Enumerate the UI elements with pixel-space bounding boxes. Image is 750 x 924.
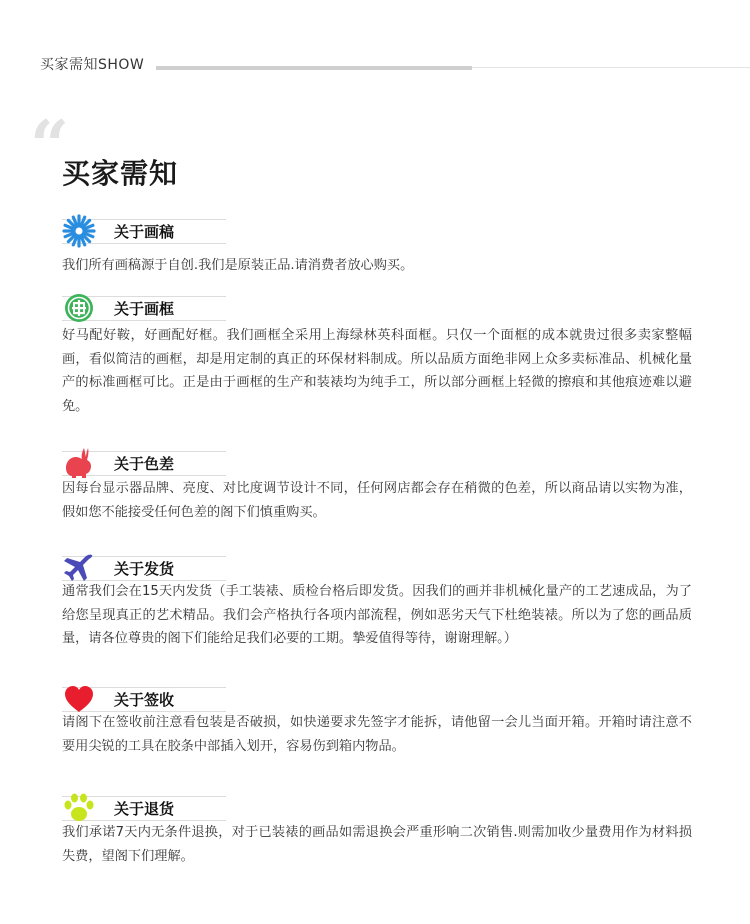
header-section-label: 买家需知SHOW bbox=[40, 57, 145, 73]
header-divider-bar bbox=[156, 66, 472, 70]
section-body-shipping: 通常我们会在15天内发货（手工装裱、质检台格后即发货。因我们的画并非机械化量产的工艺速成品，为了给您呈现真正的艺术精品。我们会产格执行各项内部流程，例如恶劣天气下杜绝装裱。所以为了您的画品质量，请各位尊贵的阁下们能给足我们必要的工期。摯爱值得等待，谢谢理解。） bbox=[62, 584, 692, 646]
emblem-icon bbox=[62, 291, 96, 325]
section-header-shipping bbox=[62, 557, 226, 579]
rabbit-icon bbox=[62, 446, 96, 480]
section-title-return: 关于退货 bbox=[114, 800, 175, 818]
section-header-return bbox=[62, 797, 226, 819]
section-title-color: 关于色差 bbox=[114, 455, 175, 473]
section-title-artwork: 关于画稿 bbox=[114, 223, 175, 241]
section-header-artwork bbox=[62, 220, 226, 242]
starburst-icon bbox=[62, 214, 96, 248]
section-body-color: 因每台显示器品牌、亮度、对比度调节设计不同，任何网店都会存在稍微的色差，所以商品请以实物为准，假如您不能接受任何色差的阁下们慎重购买。 bbox=[62, 481, 692, 520]
header-divider-line bbox=[472, 67, 750, 68]
section-body-receipt: 请阁下在签收前注意看包装是否破损，如快递要求先签字才能拆，请他留一会儿当面开箱。开箱时请注意不要用尖锐的工具在胶条中部插入划开，容易伤到箱内物品。 bbox=[62, 715, 692, 754]
section-body-artwork: 我们所有画稿源于自创.我们是原装正品.请消费者放心购买。 bbox=[62, 258, 414, 273]
section-body-frame: 好马配好鞍，好画配好框。我们画框全采用上海绿林英科面框。只仅一个面框的成本就贵过很多卖家整幅画，看似简洁的画框，却是用定制的真正的环保材料制成。所以品质方面绝非网上众多卖标准品、机械化量产的标准画框可比。正是由于画框的生产和装裱均为纯手工，所以部分画框上轻微的擦痕和其他痕迹难以避免。 bbox=[62, 328, 692, 414]
section-header-frame bbox=[62, 297, 226, 319]
section-title-receipt: 关于签收 bbox=[114, 691, 175, 709]
section-header-receipt bbox=[62, 688, 226, 710]
paw-icon bbox=[62, 791, 96, 825]
section-body-return: 我们承诺7天内无条件退换，对于已装裱的画品如需退换会严重形响二次销售.则需加收少量费用作为材料损失费，望阁下们理解。 bbox=[62, 825, 692, 864]
section-title-shipping: 关于发货 bbox=[114, 560, 175, 578]
section-title-frame: 关于画框 bbox=[114, 300, 175, 318]
page-title: 买家需知 bbox=[62, 157, 179, 190]
section-header-color bbox=[62, 452, 226, 474]
quote-mark-decoration: “ bbox=[30, 106, 70, 186]
